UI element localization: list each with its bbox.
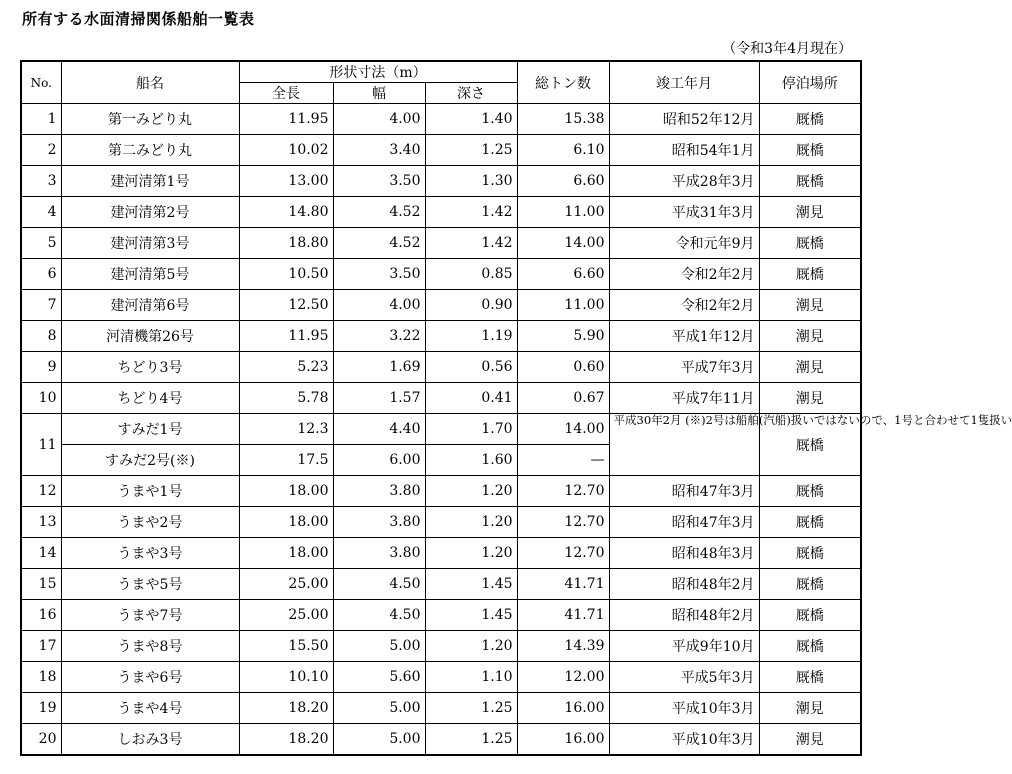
row-no: 9 [21, 352, 61, 383]
tonnage-cell: 12.70 [517, 538, 609, 569]
completed-cell: 平成10年3月 [609, 693, 759, 724]
completed-cell: 昭和48年3月 [609, 538, 759, 569]
berth-cell: 潮見 [759, 321, 861, 352]
width-cell: 3.80 [333, 476, 425, 507]
table-row [21, 259, 861, 290]
table-row [21, 662, 861, 693]
depth-cell: 1.20 [425, 631, 517, 662]
width-cell: 3.50 [333, 166, 425, 197]
vessel-name: 第二みどり丸 [61, 135, 239, 166]
depth-cell: 1.20 [425, 476, 517, 507]
as-of-date: （令和3年4月現在） [722, 41, 852, 57]
berth-cell: 厩橋 [759, 600, 861, 631]
depth-cell: 1.20 [425, 538, 517, 569]
berth-cell: 潮見 [759, 290, 861, 321]
width-cell: 4.52 [333, 228, 425, 259]
completed-cell: 平成1年12月 [609, 321, 759, 352]
tonnage-cell: 12.70 [517, 476, 609, 507]
vessel-name: ちどり4号 [61, 383, 239, 414]
header-name: 船名 [61, 61, 239, 104]
vessel-name: すみだ1号 [61, 414, 239, 445]
table-row [21, 197, 861, 228]
length-cell: 18.20 [239, 693, 333, 724]
berth-cell: 潮見 [759, 383, 861, 414]
completion-note: 平成30年2月 (※)2号は船舶(汽船)扱いではないので、1号と合わせて1隻扱い [609, 414, 759, 476]
length-cell: 5.23 [239, 352, 333, 383]
depth-cell: 0.85 [425, 259, 517, 290]
berth-cell: 厩橋 [759, 507, 861, 538]
table-row [21, 507, 861, 538]
depth-cell: 0.90 [425, 290, 517, 321]
length-cell: 18.00 [239, 538, 333, 569]
tonnage-cell: 14.39 [517, 631, 609, 662]
width-cell: 4.00 [333, 104, 425, 135]
vessel-name: うまや8号 [61, 631, 239, 662]
table-row [21, 135, 861, 166]
tonnage-cell: 12.00 [517, 662, 609, 693]
row-no: 20 [21, 724, 61, 756]
length-cell: 15.50 [239, 631, 333, 662]
depth-cell: 1.25 [425, 693, 517, 724]
table-body-upper [21, 104, 861, 414]
completed-cell: 平成31年3月 [609, 197, 759, 228]
vessel-name: うまや6号 [61, 662, 239, 693]
length-cell: 10.50 [239, 259, 333, 290]
completed-cell: 昭和47年3月 [609, 476, 759, 507]
length-cell: 25.00 [239, 600, 333, 631]
length-cell: 10.10 [239, 662, 333, 693]
row-no: 3 [21, 166, 61, 197]
berth-cell: 潮見 [759, 724, 861, 756]
header-dimensions: 形状寸法（m） [239, 61, 517, 83]
vessel-name: しおみ3号 [61, 724, 239, 756]
berth-cell: 厩橋 [759, 569, 861, 600]
tonnage-cell: 16.00 [517, 693, 609, 724]
header-length: 全長 [239, 83, 333, 104]
header-completed: 竣工年月 [609, 61, 759, 104]
table-row [21, 352, 861, 383]
length-cell: 11.95 [239, 321, 333, 352]
vessel-name: 第一みどり丸 [61, 104, 239, 135]
berth-cell: 厩橋 [759, 135, 861, 166]
completed-cell: 令和元年9月 [609, 228, 759, 259]
tonnage-cell: 16.00 [517, 724, 609, 756]
tonnage-cell: 41.71 [517, 600, 609, 631]
width-cell: 5.00 [333, 693, 425, 724]
vessel-name: うまや7号 [61, 600, 239, 631]
depth-cell: 1.42 [425, 197, 517, 228]
width-cell: 3.80 [333, 538, 425, 569]
vessel-name: うまや5号 [61, 569, 239, 600]
completed-cell: 昭和48年2月 [609, 600, 759, 631]
vessel-table [20, 60, 1012, 756]
depth-cell: 1.19 [425, 321, 517, 352]
row-no: 5 [21, 228, 61, 259]
width-cell: 5.00 [333, 724, 425, 756]
berth-cell: 厩橋 [759, 259, 861, 290]
table-row [21, 290, 861, 321]
table-body-lower [21, 476, 861, 756]
length-cell: 25.00 [239, 569, 333, 600]
tonnage-cell: 6.60 [517, 166, 609, 197]
completed-cell: 令和2年2月 [609, 259, 759, 290]
berth-cell: 潮見 [759, 197, 861, 228]
tonnage-cell: 0.60 [517, 352, 609, 383]
berth-cell: 厩橋 [759, 228, 861, 259]
tonnage-cell: 6.10 [517, 135, 609, 166]
row-no: 12 [21, 476, 61, 507]
completed-cell: 昭和47年3月 [609, 507, 759, 538]
depth-cell: 0.41 [425, 383, 517, 414]
berth-cell: 厩橋 [759, 166, 861, 197]
table-row [21, 538, 861, 569]
length-cell: 5.78 [239, 383, 333, 414]
depth-cell: 1.20 [425, 507, 517, 538]
vessel-name: ちどり3号 [61, 352, 239, 383]
berth-cell: 厩橋 [759, 476, 861, 507]
row-no: 11 [21, 414, 61, 476]
row-no: 14 [21, 538, 61, 569]
depth-cell: 1.25 [425, 135, 517, 166]
tonnage-cell: 5.90 [517, 321, 609, 352]
table-row [21, 228, 861, 259]
vessel-name: うまや1号 [61, 476, 239, 507]
table-row [21, 631, 861, 662]
berth-cell: 潮見 [759, 352, 861, 383]
berth-cell: 厩橋 [759, 631, 861, 662]
page-title: 所有する水面清掃関係船舶一覧表 [22, 10, 255, 28]
length-cell: 14.80 [239, 197, 333, 228]
length-cell: 18.20 [239, 724, 333, 756]
table-row [21, 414, 861, 445]
tonnage-cell: 14.00 [517, 414, 609, 445]
depth-cell: 1.42 [425, 228, 517, 259]
tonnage-cell: 12.70 [517, 507, 609, 538]
row-no: 1 [21, 104, 61, 135]
row-no: 4 [21, 197, 61, 228]
vessel-name: 建河清第5号 [61, 259, 239, 290]
vessel-name: すみだ2号(※) [61, 445, 239, 476]
tonnage-cell: 0.67 [517, 383, 609, 414]
table-row [21, 569, 861, 600]
width-cell: 4.50 [333, 600, 425, 631]
row-no: 19 [21, 693, 61, 724]
vessel-name: うまや4号 [61, 693, 239, 724]
completed-cell: 平成10年3月 [609, 724, 759, 756]
width-cell: 1.69 [333, 352, 425, 383]
length-cell: 10.02 [239, 135, 333, 166]
table-row [21, 321, 861, 352]
row-no: 8 [21, 321, 61, 352]
length-cell: 17.5 [239, 445, 333, 476]
berth-cell: 厩橋 [759, 538, 861, 569]
depth-cell: 1.60 [425, 445, 517, 476]
table-header [21, 61, 861, 104]
length-cell: 12.50 [239, 290, 333, 321]
row-no: 2 [21, 135, 61, 166]
tonnage-cell: 11.00 [517, 290, 609, 321]
length-cell: 18.00 [239, 476, 333, 507]
width-cell: 4.40 [333, 414, 425, 445]
header-tonnage: 総トン数 [517, 61, 609, 104]
table-row [21, 476, 861, 507]
completed-cell: 昭和48年2月 [609, 569, 759, 600]
depth-cell: 1.10 [425, 662, 517, 693]
tonnage-cell: 6.60 [517, 259, 609, 290]
width-cell: 6.00 [333, 445, 425, 476]
length-cell: 13.00 [239, 166, 333, 197]
table-row [21, 600, 861, 631]
row-no: 6 [21, 259, 61, 290]
berth-cell: 厩橋 [759, 414, 861, 476]
depth-cell: 1.45 [425, 569, 517, 600]
depth-cell: 1.40 [425, 104, 517, 135]
completed-cell: 昭和54年1月 [609, 135, 759, 166]
length-cell: 11.95 [239, 104, 333, 135]
table-row [21, 383, 861, 414]
depth-cell: 1.30 [425, 166, 517, 197]
table-row [21, 166, 861, 197]
berth-cell: 厩橋 [759, 662, 861, 693]
width-cell: 3.80 [333, 507, 425, 538]
tonnage-cell: — [517, 445, 609, 476]
table-row [21, 724, 861, 756]
width-cell: 1.57 [333, 383, 425, 414]
table-row [21, 693, 861, 724]
depth-cell: 0.56 [425, 352, 517, 383]
vessel-name: 建河清第2号 [61, 197, 239, 228]
row-no: 17 [21, 631, 61, 662]
berth-cell: 潮見 [759, 693, 861, 724]
header-no: No. [21, 61, 61, 104]
berth-cell: 厩橋 [759, 104, 861, 135]
row-no: 7 [21, 290, 61, 321]
vessel-name: 建河清第6号 [61, 290, 239, 321]
completed-cell: 平成9年10月 [609, 631, 759, 662]
width-cell: 3.50 [333, 259, 425, 290]
length-cell: 18.80 [239, 228, 333, 259]
depth-cell: 1.45 [425, 600, 517, 631]
length-cell: 18.00 [239, 507, 333, 538]
vessel-name: うまや2号 [61, 507, 239, 538]
row-no: 18 [21, 662, 61, 693]
width-cell: 4.50 [333, 569, 425, 600]
vessel-name: 河清機第26号 [61, 321, 239, 352]
row-no: 16 [21, 600, 61, 631]
header-berth: 停泊場所 [759, 61, 861, 104]
completed-cell: 昭和52年12月 [609, 104, 759, 135]
vessel-name: 建河清第1号 [61, 166, 239, 197]
tonnage-cell: 41.71 [517, 569, 609, 600]
width-cell: 4.52 [333, 197, 425, 228]
width-cell: 5.60 [333, 662, 425, 693]
tonnage-cell: 14.00 [517, 228, 609, 259]
table-body-row-11 [21, 413, 1012, 476]
completed-cell: 平成7年11月 [609, 383, 759, 414]
header-width: 幅 [333, 83, 425, 104]
length-cell: 12.3 [239, 414, 333, 445]
width-cell: 5.00 [333, 631, 425, 662]
width-cell: 3.22 [333, 321, 425, 352]
table-row [21, 104, 861, 135]
width-cell: 4.00 [333, 290, 425, 321]
completed-cell: 令和2年2月 [609, 290, 759, 321]
tonnage-cell: 11.00 [517, 197, 609, 228]
completed-cell: 平成7年3月 [609, 352, 759, 383]
vessel-name: 建河清第3号 [61, 228, 239, 259]
row-no: 13 [21, 507, 61, 538]
completed-cell: 平成5年3月 [609, 662, 759, 693]
depth-cell: 1.70 [425, 414, 517, 445]
header-depth: 深さ [425, 83, 517, 104]
completed-cell: 平成28年3月 [609, 166, 759, 197]
row-no: 10 [21, 383, 61, 414]
width-cell: 3.40 [333, 135, 425, 166]
row-no: 15 [21, 569, 61, 600]
tonnage-cell: 15.38 [517, 104, 609, 135]
depth-cell: 1.25 [425, 724, 517, 756]
vessel-name: うまや3号 [61, 538, 239, 569]
